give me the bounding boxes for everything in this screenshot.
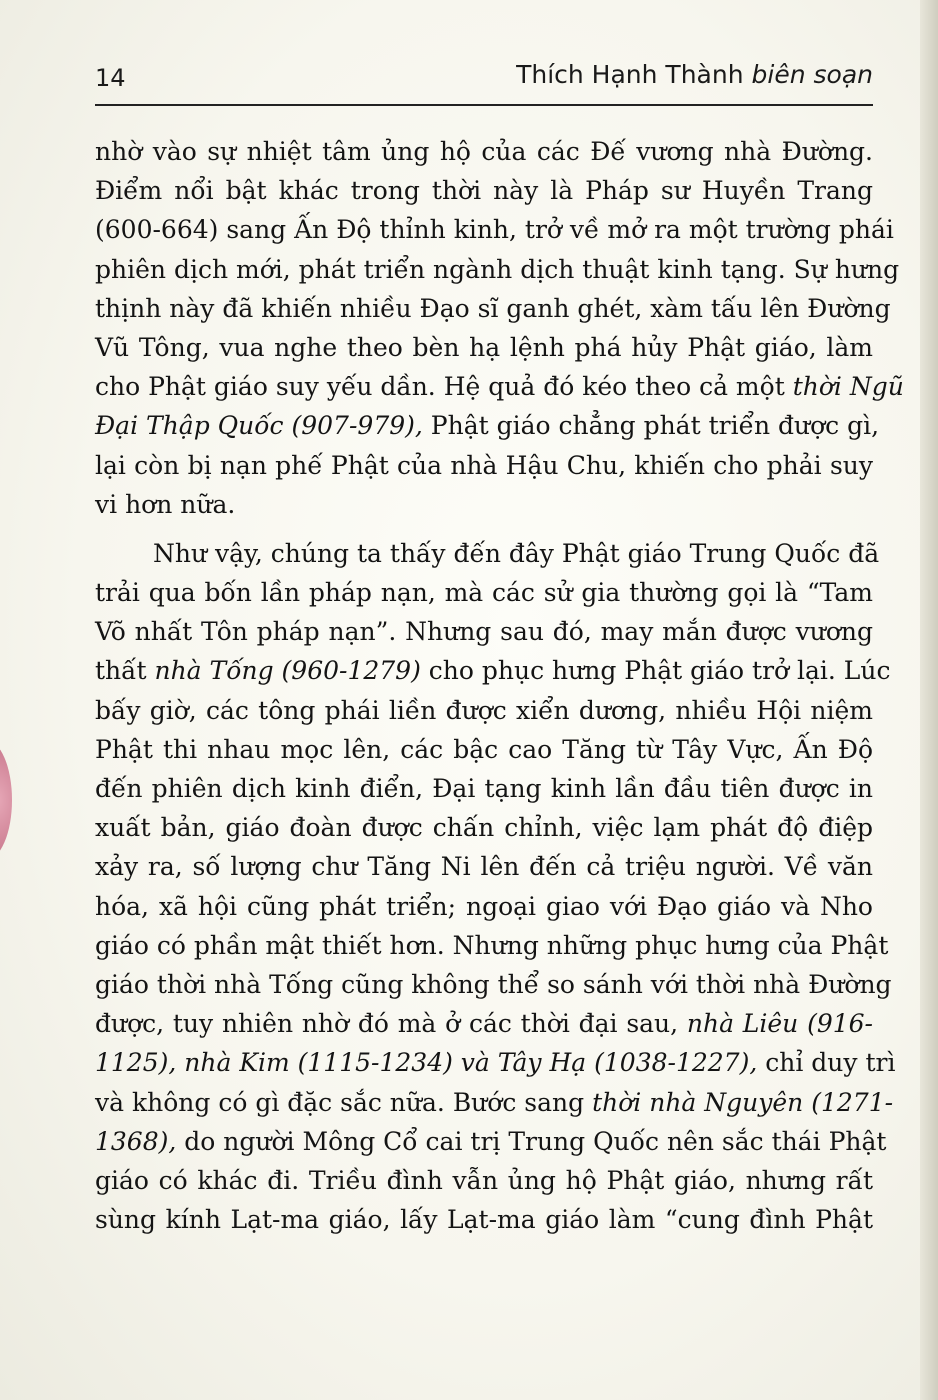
text-line [95,1161,873,1200]
running-header [95,58,873,104]
text-line [95,691,873,730]
text-run: và không có gì đặc sắc nữa. Bước sang [95,1087,593,1117]
paragraph [95,132,904,524]
header-rule [95,104,873,106]
text-run: Điểm nổi bật khác trong thời này là Pháp sư Huyền Trang [95,176,873,206]
italic-text: Đại Thập Quốc (907-979), [95,411,423,441]
text-line [95,769,873,808]
italic-text: thời nhà Nguyên (1271- [592,1087,894,1117]
text-run: cho phục hưng Phật giáo trở lại. Lúc [420,656,891,686]
text-line [95,965,892,1004]
text-run: xuất bản, giáo đoàn được chấn chỉnh, việc lạm phát độ điệp [95,813,873,843]
text-run: giáo có phần mật thiết hơn. Nhưng những phục hưng của Phật [95,930,889,960]
text-line [95,446,873,485]
page-edge [920,0,938,1400]
text-line [95,406,880,445]
text-line [95,808,873,847]
text-line [95,367,904,406]
thumb-holding-page [0,740,12,860]
italic-text: 1125), nhà Kim (1115-1234) và Tây Hạ (1038-1227), [95,1048,758,1078]
text-line [95,1043,896,1082]
text-run: xảy ra, số lượng chư Tăng Ni lên đến cả triệu người. Về văn [95,852,873,882]
text-run: trải qua bốn lần pháp nạn, mà các sử gia thường gọi là “Tam [95,578,873,608]
text-line [95,534,880,573]
italic-text: nhà Liêu (916- [686,1009,873,1039]
italic-text: 1368), [95,1126,177,1156]
author-role: biên soạn [751,60,873,89]
text-run: được, tuy nhiên nhờ đó mà ở các thời đại sau, [95,1009,687,1039]
text-line [95,847,873,886]
text-run: cho Phật giáo suy yếu dần. Hệ quả đó kéo theo cả một [95,372,793,402]
text-run: giáo thời nhà Tống cũng không thể so sánh với thời nhà Đường [95,969,892,999]
text-run: sùng kính Lạt-ma giáo, lấy Lạt-ma giáo làm “cung đình Phật [95,1205,873,1235]
text-run: đến phiên dịch kinh điển, Đại tạng kinh lần đầu tiên được in [95,774,873,803]
text-line [95,1083,894,1122]
text-run: Phật giáo chẳng phát triển được gì, [422,411,880,441]
text-line [95,289,891,328]
text-run: thất [95,656,155,686]
text-run: vi hơn nữa. [95,489,236,519]
text-run: do người Mông Cổ cai trị Trung Quốc nên sắc thái Phật [176,1126,887,1156]
text-line [95,328,873,367]
author-name: Thích Hạnh Thành [516,60,744,89]
text-line [95,171,873,210]
text-line [95,651,891,690]
text-line [95,612,873,651]
text-line [95,887,873,926]
text-line [95,210,894,249]
text-run: chỉ duy trì [757,1048,896,1078]
italic-text: thời Ngũ [792,372,904,402]
text-run: hóa, xã hội cũng phát triển; ngoại giao với Đạo giáo và Nho [95,891,873,921]
italic-text: nhà Tống (960-1279) [154,656,421,686]
text-run: Võ nhất Tôn pháp nạn”. Nhưng sau đó, may mắn được vương [95,617,873,647]
text-line [95,250,900,289]
text-run: giáo có khác đi. Triều đình vẫn ủng hộ Phật giáo, nhưng rất [95,1165,873,1195]
text-run: bấy giờ, các tông phái liền được xiển dương, nhiều Hội niệm [95,695,873,725]
text-line [95,132,873,171]
text-run: Vũ Tông, vua nghe theo bèn hạ lệnh phá hủy Phật giáo, làm [95,332,873,362]
body-text [95,132,904,1239]
text-run: nhờ vào sự nhiệt tâm ủng hộ của các Đế vương nhà Đường. [95,137,873,166]
text-line [95,1004,873,1043]
text-line [95,730,873,769]
paragraph-gap [95,524,873,534]
text-run: Như vậy, chúng ta thấy đến đây Phật giáo Trung Quốc đã [153,538,880,568]
text-line [95,1200,873,1239]
text-line [95,485,873,524]
paragraph [95,534,896,1239]
text-line [95,573,873,612]
text-run: (600-664) sang Ấn Độ thỉnh kinh, trở về mở ra một trường phái [95,215,894,245]
text-run: Phật thi nhau mọc lên, các bậc cao Tăng từ Tây Vực, Ấn Độ [95,734,873,764]
text-run: phiên dịch mới, phát triển ngành dịch thuật kinh tạng. Sự hưng [95,254,900,284]
page-number: 14 [95,64,126,92]
text-run: thịnh này đã khiến nhiều Đạo sĩ ganh ghét, xàm tấu lên Đường [95,293,891,323]
text-run: lại còn bị nạn phế Phật của nhà Hậu Chu, khiến cho phải suy [95,450,873,480]
running-title [516,60,873,89]
text-line [95,926,889,965]
text-line [95,1122,887,1161]
